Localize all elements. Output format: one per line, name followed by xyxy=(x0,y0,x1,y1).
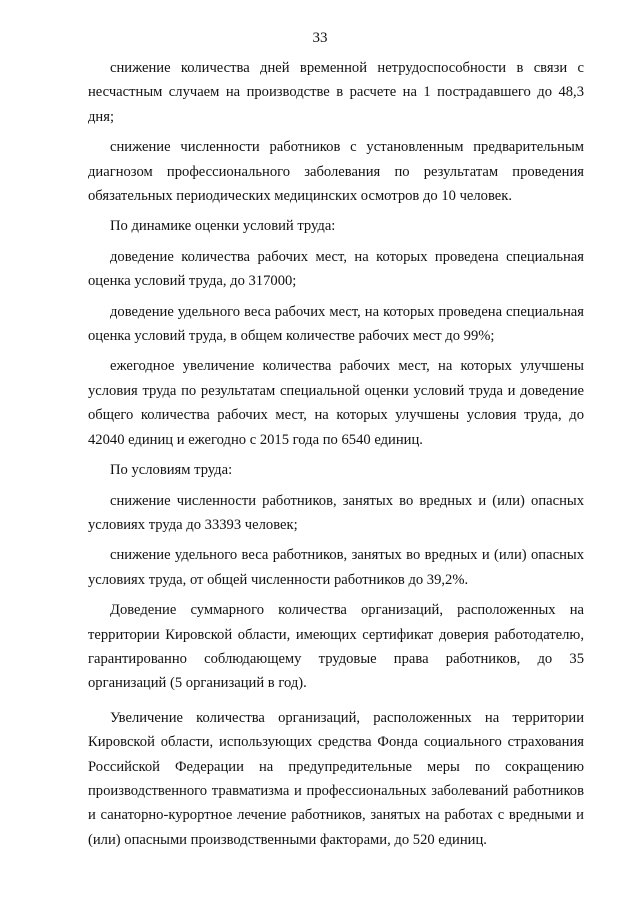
document-body xyxy=(88,56,584,852)
paragraph-hazard-share: снижение удельного веса работников, занятых во вредных и (или) опасных условиях труда, от общей численности работников до 39,2%. xyxy=(88,547,584,588)
paragraph-trust-certificate: Доведение суммарного количества организаций, расположенных на территории Кировской области, имеющих сертификат доверия работодателю, гарантированно соблюдающему трудовые права работников, до 35 организаций (5 организаций в год). xyxy=(88,602,584,692)
paragraph-heading-conditions: По условиям труда: xyxy=(110,462,233,479)
paragraph-share-assessed: доведение удельного веса рабочих мест, на которых проведена специальная оценка условий труда, в общем количестве рабочих мест до 99%; xyxy=(88,303,584,345)
paragraph-improved-conditions: ежегодное увеличение количества рабочих мест, на которых улучшены условия труда по результатам специальной оценки условий труда и доведение общего количества рабочих мест, на которых улучшены условия труда, до 42040 единиц и ежегодно с 2015 года по 6540 единиц. xyxy=(88,358,584,448)
paragraph-sick-days: снижение количества дней временной нетрудоспособности в связи с несчастным случаем на производстве в расчете на 1 пострадавшего до 48,3 дня; xyxy=(88,60,584,125)
paragraph-workplaces-assessed: доведение количества рабочих мест, на которых проведена специальная оценка условий труда, до 317000; xyxy=(88,248,584,290)
paragraph-heading-assessment: По динамике оценки условий труда: xyxy=(110,218,336,235)
paragraph-social-insurance-fund: Увеличение количества организаций, расположенных на территории Кировской области, использующих средства Фонда социального страхования Российской Федерации на предупредительные меры по сокращению производственного травматизма и профессиональных заболеваний работников и санаторно-курортное лечение работников, занятых на работах с вредными и (или) опасными производственными факторами, до 520 единиц. xyxy=(88,709,584,848)
paragraph-hazard-workers: снижение численности работников, занятых во вредных и (или) опасных условиях труда до 33393 человек; xyxy=(88,492,584,533)
paragraph-occupational-diagnosis: снижение численности работников с установленным предварительным диагнозом профессионального заболевания по результатам проведения обязательных периодических медицинских осмотров до 10 человек. xyxy=(88,139,584,205)
page-number: 33 xyxy=(312,30,328,46)
